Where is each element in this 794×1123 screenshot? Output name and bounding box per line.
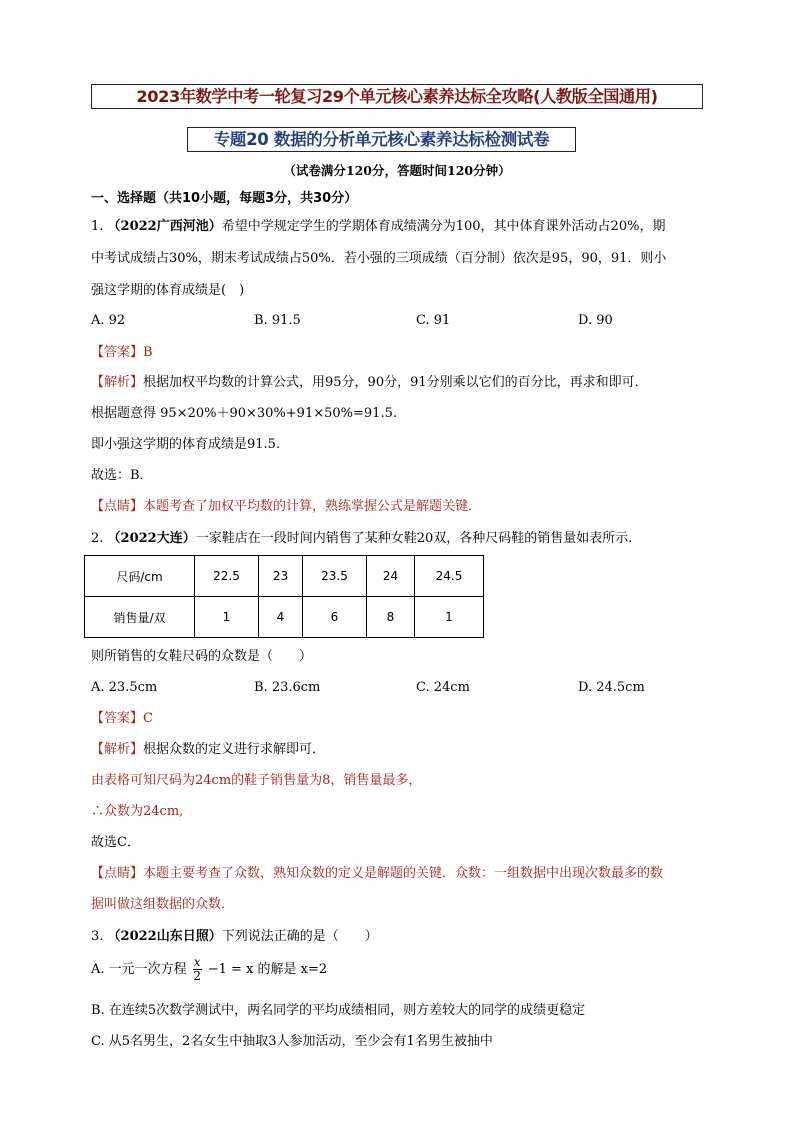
q1-stem-line3: 强这学期的体育成绩是( ) [91,283,245,298]
q2-analysis-line3: ∴众数为24cm, [91,804,184,819]
q1-analysis-line2: 根据题意得 95×20%＋90×30%+91×50%=91.5. [91,406,397,421]
q2-stem-text: 一家鞋店在一段时间内销售了某种女鞋20双，各种尺码鞋的销售量如表所示． [195,531,642,546]
q2-source: （2022大连） [107,531,196,546]
q2-number: 2. [91,531,104,546]
table-cell: 1 [195,597,259,638]
q3-source: （2022山东日照） [107,929,222,944]
table-cell: 23.5 [303,556,367,597]
q1-analysis-line1 [91,374,648,392]
q2-option-d: D. 24.5cm [578,680,645,695]
q1-analysis-text: 根据加权平均数的计算公式，用95分，90分，91分别乘以它们的百分比，再求和即可． [143,375,648,390]
q1-stem-line1 [91,218,665,236]
exam-info: （试卷满分120分，答题时间120分钟） [283,163,511,178]
q3-stem-text: 下列说法正确的是（ ） [221,929,378,944]
q2-comment-line2: 据叫做这组数据的众数． [91,897,235,912]
q3-stem [91,928,378,946]
q2-option-a: A. 23.5cm [91,680,158,695]
document-subtitle: 专题20 数据的分析单元核心素养达标检测试卷 [187,127,576,152]
table-cell: 24.5 [415,556,484,597]
q3-option-b: B. 在连续5次数学测试中，两名同学的平均成绩相同，则方差较大的同学的成绩更稳定 [91,1003,586,1018]
q1-number: 1. [91,219,104,234]
q2-analysis-line2: 由表格可知尺码为24cm的鞋子销售量为8，销售量最多， [91,773,422,788]
q2-answer-label: 【答案】 [91,711,144,726]
q1-analysis-line3: 即小强这学期的体育成绩是91.5. [91,437,281,452]
q1-answer [91,344,153,362]
table-header-size: 尺码/cm [85,556,195,597]
q2-answer-value: C [143,711,153,726]
q2-analysis-line4: 故选C． [91,835,140,850]
q2-stem [91,530,641,548]
table-cell: 24 [367,556,415,597]
q3-option-a-prefix: A. 一元一次方程 [91,962,187,977]
q1-option-a: A. 92 [91,313,126,328]
q2-comment-line1 [91,865,663,883]
table-row [85,556,484,597]
table-header-sales: 销售量/双 [85,597,195,638]
q1-answer-label: 【答案】 [91,345,144,360]
q2-option-c: C. 24cm [416,680,470,695]
q3-number: 3. [91,929,104,944]
fraction-numerator: x [193,955,201,969]
fraction-denominator: 2 [193,969,201,983]
q3-option-a-suffix: −1 = x 的解是 x=2 [207,962,328,977]
size-sales-table [84,555,484,638]
q2-analysis-label: 【解析】 [91,742,144,757]
q1-option-d: D. 90 [578,313,613,328]
q2-comment-text: 本题主要考查了众数，熟知众数的定义是解题的关键．众数：一组数据中出现次数最多的数 [143,866,664,881]
fraction [193,956,202,983]
table-cell: 1 [415,597,484,638]
table-cell: 22.5 [195,556,259,597]
q1-stem-line2: 中考试成绩占30%，期末考试成绩占50%．若小强的三项成绩（百分制）依次是95，90，91．则小 [91,251,667,266]
q2-question: 则所销售的女鞋尺码的众数是（ ） [91,649,313,664]
q1-option-b: B. 91.5 [254,313,301,328]
q1-stem-text: 希望中学规定学生的学期体育成绩满分为100，其中体育课外活动占20%，期 [221,219,666,234]
q3-option-a [91,955,327,985]
q2-answer [91,710,153,728]
q1-option-c: C. 91 [416,313,451,328]
q1-analysis-line4: 故选：B． [91,468,153,483]
section-title: 一、选择题（共10小题，每题3分，共30分） [91,191,358,206]
q1-analysis-label: 【解析】 [91,375,144,390]
q1-comment-label: 【点睛】 [91,499,144,514]
q1-comment-text: 本题考查了加权平均数的计算，熟练掌握公式是解题关键． [143,499,482,514]
q1-source: （2022广西河池） [107,219,222,234]
table-row [85,597,484,638]
q1-comment [91,498,481,516]
table-cell: 8 [367,597,415,638]
document-title: 2023年数学中考一轮复习29个单元核心素养达标全攻略(人教版全国通用) [91,84,703,109]
q2-comment-label: 【点睛】 [91,866,144,881]
q1-answer-value: B [143,345,153,360]
table-cell: 23 [259,556,303,597]
table-cell: 6 [303,597,367,638]
table-cell: 4 [259,597,303,638]
q2-analysis-line1 [91,741,325,759]
q3-option-c: C. 从5名男生，2名女生中抽取3人参加活动，至少会有1名男生被抽中 [91,1034,493,1049]
q2-option-b: B. 23.6cm [254,680,321,695]
q2-analysis-text: 根据众数的定义进行求解即可． [143,742,326,757]
